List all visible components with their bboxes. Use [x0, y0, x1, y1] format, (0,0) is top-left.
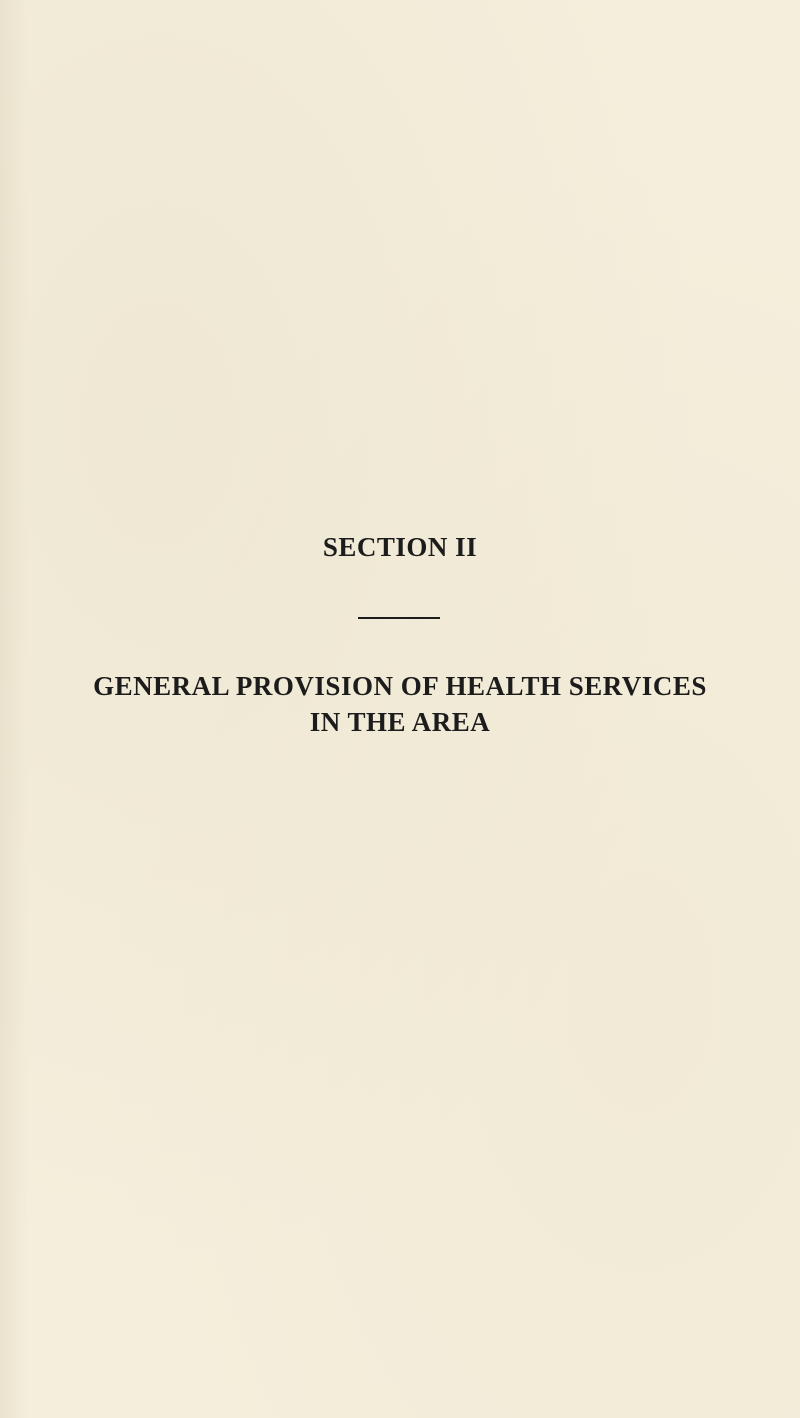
section-title: SECTION II — [322, 532, 478, 562]
main-title — [0, 668, 800, 740]
main-title-line-2: IN THE AREA — [309, 707, 491, 737]
divider-rule — [358, 617, 440, 619]
main-title-line-1: GENERAL PROVISION OF HEALTH SERVICES — [93, 671, 707, 701]
